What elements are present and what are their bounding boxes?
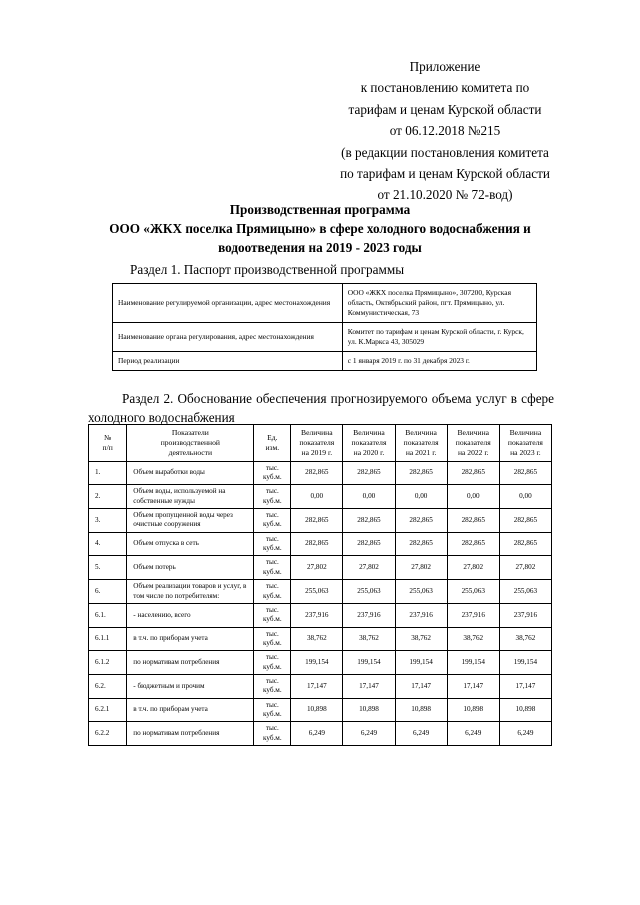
row-number: 3. bbox=[89, 509, 127, 533]
appendix-line-5: (в редакции постановления комитета bbox=[341, 144, 549, 160]
indicator-unit: тыс. куб.м. bbox=[254, 461, 291, 485]
page-title bbox=[70, 200, 570, 257]
indicator-value: 282,865 bbox=[291, 509, 343, 533]
indicator-value: 10,898 bbox=[343, 698, 395, 722]
title-line-3: водоотведения на 2019 - 2023 годы bbox=[218, 240, 422, 256]
row-number: 4. bbox=[89, 532, 127, 556]
section-2-heading bbox=[88, 390, 554, 427]
indicator-value: 282,865 bbox=[395, 461, 447, 485]
indicator-value: 10,898 bbox=[395, 698, 447, 722]
indicator-value: 6,249 bbox=[499, 722, 551, 746]
indicator-unit: тыс. куб.м. bbox=[254, 627, 291, 651]
indicator-value: 199,154 bbox=[291, 651, 343, 675]
indicator-value: 282,865 bbox=[499, 509, 551, 533]
row-number: 6.2.2 bbox=[89, 722, 127, 746]
indicator-value: 255,063 bbox=[291, 580, 343, 604]
section-1-heading: Раздел 1. Паспорт производственной программы bbox=[130, 262, 405, 277]
section-2-heading-prefix: Раздел 2. Обоснование обеспечения прогнозируемого объема услуг в bbox=[122, 391, 517, 406]
table-row bbox=[89, 580, 552, 604]
indicator-name: по нормативам потребления bbox=[127, 722, 254, 746]
indicator-value: 38,762 bbox=[499, 627, 551, 651]
column-header-name: Показатели производственной деятельности bbox=[127, 425, 254, 462]
indicator-value: 10,898 bbox=[499, 698, 551, 722]
indicator-value: 6,249 bbox=[447, 722, 499, 746]
indicator-value: 6,249 bbox=[343, 722, 395, 746]
indicator-unit: тыс. куб.м. bbox=[254, 509, 291, 533]
title-line-1: Производственная программа bbox=[229, 202, 411, 217]
table-row bbox=[89, 556, 552, 580]
indicator-value: 38,762 bbox=[343, 627, 395, 651]
indicator-value: 0,00 bbox=[395, 485, 447, 509]
indicator-value: 255,063 bbox=[395, 580, 447, 604]
indicator-value: 17,147 bbox=[291, 675, 343, 699]
appendix-reference-block bbox=[300, 56, 590, 206]
indicator-value: 237,916 bbox=[343, 603, 395, 627]
indicator-name: Объем воды, используемой на собственные нужды bbox=[127, 485, 254, 509]
indicator-value: 27,802 bbox=[291, 556, 343, 580]
passport-value: ООО «ЖКХ поселка Прямицыно», 307200, Курская область, Октябрьский район, пгт. Прямицыно, ул. Коммунистическая, 73 bbox=[342, 284, 536, 323]
row-number: 6.1.2 bbox=[89, 651, 127, 675]
passport-value: с 1 января 2019 г. по 31 декабря 2023 г. bbox=[342, 351, 536, 370]
column-header-year-2021: Величина показателя на 2021 г. bbox=[395, 425, 447, 462]
indicator-value: 282,865 bbox=[343, 509, 395, 533]
indicator-value: 27,802 bbox=[395, 556, 447, 580]
passport-label: Наименование регулируемой организации, адрес местонахождения bbox=[113, 284, 343, 323]
indicator-value: 237,916 bbox=[499, 603, 551, 627]
indicator-value: 237,916 bbox=[447, 603, 499, 627]
indicator-unit: тыс. куб.м. bbox=[254, 532, 291, 556]
indicator-value: 0,00 bbox=[499, 485, 551, 509]
table-row bbox=[113, 322, 537, 351]
indicator-value: 237,916 bbox=[291, 603, 343, 627]
indicator-value: 199,154 bbox=[343, 651, 395, 675]
table-row bbox=[89, 461, 552, 485]
section-2-heading-suffix: сфере холодного водоснабжения bbox=[88, 391, 555, 425]
column-header-year-2022: Величина показателя на 2022 г. bbox=[447, 425, 499, 462]
indicator-value: 17,147 bbox=[499, 675, 551, 699]
table-row bbox=[89, 532, 552, 556]
indicator-value: 0,00 bbox=[343, 485, 395, 509]
passport-label: Период реализации bbox=[113, 351, 343, 370]
indicator-value: 237,916 bbox=[395, 603, 447, 627]
row-number: 6.2.1 bbox=[89, 698, 127, 722]
indicator-value: 282,865 bbox=[447, 532, 499, 556]
indicator-value: 282,865 bbox=[291, 532, 343, 556]
indicator-value: 282,865 bbox=[499, 461, 551, 485]
table-row bbox=[113, 351, 537, 370]
column-header-num: № п/п bbox=[89, 425, 127, 462]
column-header-year-2019: Величина показателя на 2019 г. bbox=[291, 425, 343, 462]
indicator-value: 282,865 bbox=[395, 509, 447, 533]
table-row bbox=[89, 722, 552, 746]
indicator-value: 10,898 bbox=[447, 698, 499, 722]
indicator-value: 282,865 bbox=[447, 461, 499, 485]
appendix-line-6: по тарифам и ценам Курской области bbox=[340, 165, 550, 181]
indicator-value: 10,898 bbox=[291, 698, 343, 722]
indicator-unit: тыс. куб.м. bbox=[254, 675, 291, 699]
indicator-value: 282,865 bbox=[447, 509, 499, 533]
indicator-unit: тыс. куб.м. bbox=[254, 603, 291, 627]
indicator-value: 282,865 bbox=[499, 532, 551, 556]
indicator-value: 6,249 bbox=[395, 722, 447, 746]
indicator-name: Объем пропущенной воды через очистные сооружения bbox=[127, 509, 254, 533]
indicator-unit: тыс. куб.м. bbox=[254, 651, 291, 675]
indicators-table bbox=[88, 424, 552, 746]
indicator-unit: тыс. куб.м. bbox=[254, 556, 291, 580]
indicator-value: 282,865 bbox=[343, 461, 395, 485]
row-number: 1. bbox=[89, 461, 127, 485]
indicator-unit: тыс. куб.м. bbox=[254, 722, 291, 746]
indicator-name: Объем отпуска в сеть bbox=[127, 532, 254, 556]
indicator-value: 27,802 bbox=[343, 556, 395, 580]
column-header-unit: Ед. изм. bbox=[254, 425, 291, 462]
indicator-unit: тыс. куб.м. bbox=[254, 698, 291, 722]
row-number: 6. bbox=[89, 580, 127, 604]
table-row bbox=[89, 651, 552, 675]
indicator-value: 38,762 bbox=[395, 627, 447, 651]
indicator-name: Объем реализации товаров и услуг, в том числе по потребителям: bbox=[127, 580, 254, 604]
indicator-value: 255,063 bbox=[343, 580, 395, 604]
table-row bbox=[113, 284, 537, 323]
indicator-value: 199,154 bbox=[499, 651, 551, 675]
table-row bbox=[89, 509, 552, 533]
appendix-line-3: тарифам и ценам Курской области bbox=[348, 101, 542, 117]
row-number: 6.1. bbox=[89, 603, 127, 627]
row-number: 6.1.1 bbox=[89, 627, 127, 651]
row-number: 6.2. bbox=[89, 675, 127, 699]
indicator-value: 27,802 bbox=[499, 556, 551, 580]
appendix-line-4: от 06.12.2018 №215 bbox=[389, 123, 501, 139]
indicator-value: 17,147 bbox=[447, 675, 499, 699]
indicator-value: 282,865 bbox=[343, 532, 395, 556]
table-row bbox=[89, 603, 552, 627]
row-number: 2. bbox=[89, 485, 127, 509]
indicator-value: 255,063 bbox=[447, 580, 499, 604]
table-row bbox=[89, 485, 552, 509]
indicator-name: Объем потерь bbox=[127, 556, 254, 580]
indicator-value: 0,00 bbox=[291, 485, 343, 509]
indicator-name: по нормативам потребления bbox=[127, 651, 254, 675]
indicator-unit: тыс. куб.м. bbox=[254, 580, 291, 604]
title-line-2: ООО «ЖКХ поселка Прямицыно» в сфере холодного водоснабжения и bbox=[109, 221, 531, 237]
appendix-line-2: к постановлению комитета по bbox=[360, 80, 530, 96]
appendix-line-7: от 21.10.2020 № 72-вод) bbox=[377, 187, 513, 203]
table-row bbox=[89, 627, 552, 651]
table-row bbox=[89, 698, 552, 722]
indicator-value: 282,865 bbox=[395, 532, 447, 556]
table-row bbox=[89, 675, 552, 699]
passport-table bbox=[112, 283, 537, 371]
indicator-name: - бюджетным и прочим bbox=[127, 675, 254, 699]
indicator-name: - населению, всего bbox=[127, 603, 254, 627]
indicator-value: 0,00 bbox=[447, 485, 499, 509]
indicator-name: в т.ч. по приборам учета bbox=[127, 698, 254, 722]
indicator-value: 282,865 bbox=[291, 461, 343, 485]
indicator-value: 27,802 bbox=[447, 556, 499, 580]
indicator-value: 199,154 bbox=[447, 651, 499, 675]
column-header-year-2023: Величина показателя на 2023 г. bbox=[499, 425, 551, 462]
indicator-unit: тыс. куб.м. bbox=[254, 485, 291, 509]
passport-value: Комитет по тарифам и ценам Курской области, г. Курск, ул. К.Маркса 43, 305029 bbox=[342, 322, 536, 351]
table-header-row bbox=[89, 425, 552, 462]
indicator-value: 38,762 bbox=[291, 627, 343, 651]
indicator-name: в т.ч. по приборам учета bbox=[127, 627, 254, 651]
indicator-value: 17,147 bbox=[343, 675, 395, 699]
indicator-value: 255,063 bbox=[499, 580, 551, 604]
indicator-value: 38,762 bbox=[447, 627, 499, 651]
appendix-line-1: Приложение bbox=[409, 59, 481, 74]
row-number: 5. bbox=[89, 556, 127, 580]
indicator-name: Объем выработки воды bbox=[127, 461, 254, 485]
column-header-year-2020: Величина показателя на 2020 г. bbox=[343, 425, 395, 462]
indicator-value: 6,249 bbox=[291, 722, 343, 746]
indicator-value: 17,147 bbox=[395, 675, 447, 699]
indicator-value: 199,154 bbox=[395, 651, 447, 675]
passport-label: Наименование органа регулирования, адрес местонахождения bbox=[113, 322, 343, 351]
